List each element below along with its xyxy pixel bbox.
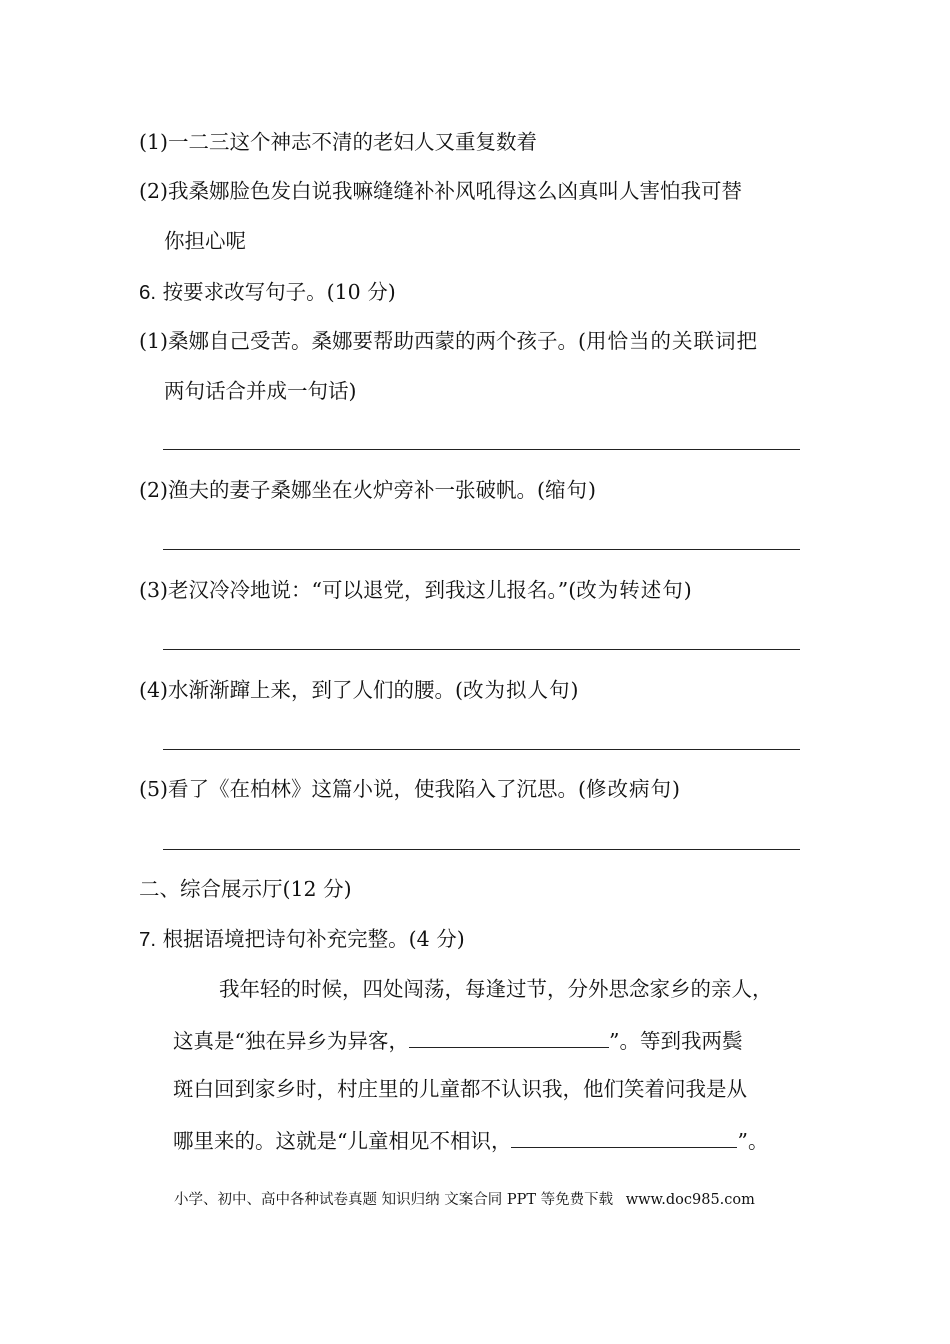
section-2-title: 二、综合展示厅(12 分): [139, 877, 352, 901]
footer-text: 小学、初中、高中各种试卷真题 知识归纳 文案合同 PPT 等免费下载: [174, 1192, 614, 1208]
q5-item-2-cont: 你担心呢: [164, 229, 246, 253]
q7-number: 7: [139, 928, 151, 951]
footer-site-link[interactable]: www.doc985.com: [625, 1192, 755, 1208]
q6-title: 按要求改写句子。(10 分): [162, 280, 396, 304]
poem-blank-1[interactable]: [409, 1025, 609, 1048]
answer-line-3[interactable]: [163, 649, 800, 650]
q5-item-1: (1)一二三这个神志不清的老妇人又重复数着: [139, 130, 538, 154]
q5-item-2: (2)我桑娜脸色发白说我嘛缝缝补补风吼得这么凶真叫人害怕我可替: [139, 179, 743, 203]
q6-heading: 6. 按要求改写句子。(10 分): [139, 280, 396, 304]
q7-paragraph-line-3: 斑白回到家乡时，村庄里的儿童都不认识我，他们笑着问我是从: [173, 1077, 747, 1101]
q6-item-4-text: (4)水渐渐蹿上来，到了人们的腰。(: [139, 678, 464, 702]
q7-heading: 7. 根据语境把诗句补充完整。(4 分): [139, 927, 465, 951]
page-footer: [174, 1190, 755, 1210]
poem-blank-2[interactable]: [511, 1125, 737, 1148]
answer-line-4[interactable]: [163, 749, 800, 750]
q7-paragraph-line-2: 这真是“独在异乡为异客， ”。等到我两鬓: [173, 1025, 742, 1055]
q6-item-4: (4)水渐渐蹿上来，到了人们的腰。(改为拟人句): [139, 678, 579, 702]
q6-item-1: [139, 327, 758, 355]
q6-item-5-text: (5)看了《在柏林》这篇小说，使我陷入了沉思。(: [139, 777, 587, 801]
q6-item-2: (2)渔夫的妻子桑娜坐在火炉旁补一张破帆。(缩句): [139, 478, 597, 502]
answer-line-2[interactable]: [163, 549, 800, 550]
q6-item-4-note: 改为拟人句: [463, 678, 571, 702]
q6-item-3: (3)老汉冷冷地说：“可以退党，到我这儿报名。”(改为转述句): [139, 578, 692, 602]
q7-paragraph-line-4: 哪里来的。这就是“儿童相见不相识， ”。: [173, 1125, 768, 1155]
q6-item-5: (5)看了《在柏林》这篇小说，使我陷入了沉思。(修改病句): [139, 777, 681, 801]
q6-number: 6: [139, 281, 151, 304]
q6-item-2-text: (2)渔夫的妻子桑娜坐在火炉旁补一张破帆。(: [139, 478, 546, 502]
q6-item-3-note: 改为转述句: [576, 578, 684, 602]
q6-item-3-text: (3)老汉冷冷地说：“可以退党，到我这儿报名。”(: [139, 578, 577, 602]
q7-title: 根据语境把诗句补充完整。(4 分): [162, 927, 465, 951]
answer-line-1[interactable]: [163, 449, 800, 450]
q6-item-1-cont: 两句话合并成一句话): [164, 379, 357, 403]
q6-item-5-note: 修改病句: [586, 777, 673, 801]
q6-item-2-note: 缩句: [545, 478, 589, 502]
answer-line-5[interactable]: [163, 849, 800, 850]
q6-item-1-text: (1)桑娜自己受苦。桑娜要帮助西蒙的两个孩子。(: [139, 329, 587, 353]
q7-paragraph-line-1: 我年轻的时候，四处闯荡，每逢过节，分外思念家乡的亲人，: [219, 977, 773, 1001]
q6-item-1-note: 用恰当的关联词把: [586, 329, 759, 353]
